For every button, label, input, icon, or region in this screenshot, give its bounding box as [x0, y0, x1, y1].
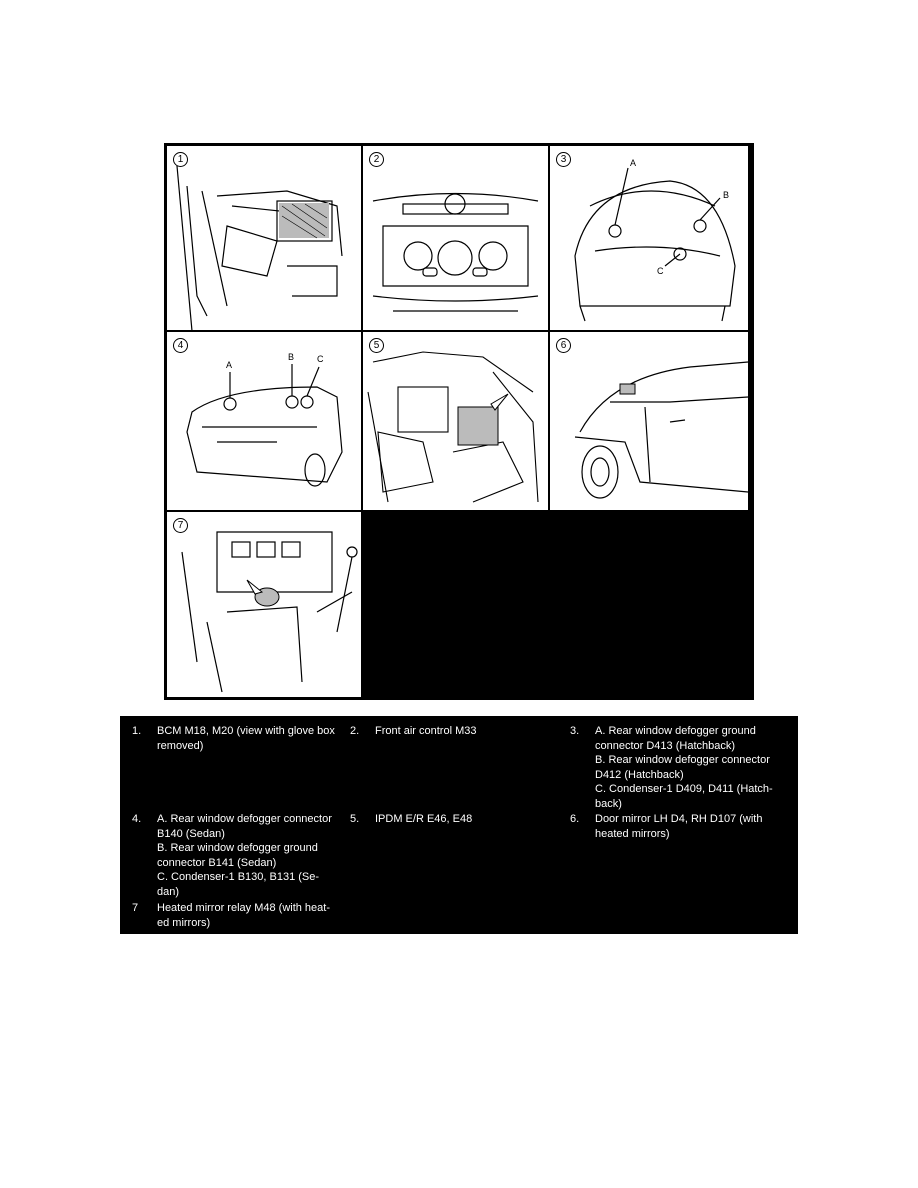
panel-number-1: 1	[173, 152, 188, 167]
callout-c: C	[657, 266, 664, 276]
panel-4-sedan-rear	[167, 332, 361, 510]
bcm-highlight	[279, 203, 329, 238]
panel-2-front-air-control	[363, 146, 548, 330]
air-control-illustration	[363, 146, 548, 330]
mirror-highlight	[620, 384, 635, 394]
door-mirror-illustration	[550, 332, 748, 510]
callout-b: B	[723, 190, 730, 200]
callout-a: A	[226, 360, 233, 370]
callout-a: A	[630, 158, 637, 168]
panel-number-5: 5	[369, 338, 384, 353]
callout-c: C	[317, 354, 324, 364]
hatchback-illustration	[550, 146, 748, 330]
panel-number-2: 2	[369, 152, 384, 167]
component-legend: 1. BCM M18, M20 (view with glove box removed) 2. Front air control M33 3. A. Rear window defogger ground connector D413 (Hatchback) B. Rear window defogger connector D412 (Hatchback) C. Condenser-1 D409, D411 (Hatch- back) 4. A. Rear window defogger connector B140 (Sedan) B. Rear window defogger ground connector B141 (Sedan) C. Condenser-1 B130, B131 (Se- dan) 5. IPDM E/R E46, E48 6. Door mirror LH D4, RH D107 (with heated mirrors) 7 Heated mirror relay M48 (with heat- ed mirrors)	[120, 716, 798, 934]
panel-1-bcm-view	[167, 146, 361, 330]
panel-number-3: 3	[556, 152, 571, 167]
panel-number-7: 7	[173, 518, 188, 533]
panel-7-heated-mirror-relay	[167, 512, 361, 697]
bcm-illustration	[167, 146, 361, 330]
component-location-figure	[164, 143, 754, 700]
relay-illustration	[167, 512, 361, 697]
panel-6-door-mirror	[550, 332, 748, 510]
panel-3-hatchback-rear	[550, 146, 748, 330]
ipdm-highlight	[458, 407, 498, 445]
panel-number-6: 6	[556, 338, 571, 353]
location-arrow	[491, 394, 508, 410]
panel-5-ipdm-engine-room	[363, 332, 548, 510]
ipdm-illustration	[363, 332, 548, 510]
sedan-illustration	[167, 332, 361, 510]
panel-number-4: 4	[173, 338, 188, 353]
callout-b: B	[288, 352, 295, 362]
